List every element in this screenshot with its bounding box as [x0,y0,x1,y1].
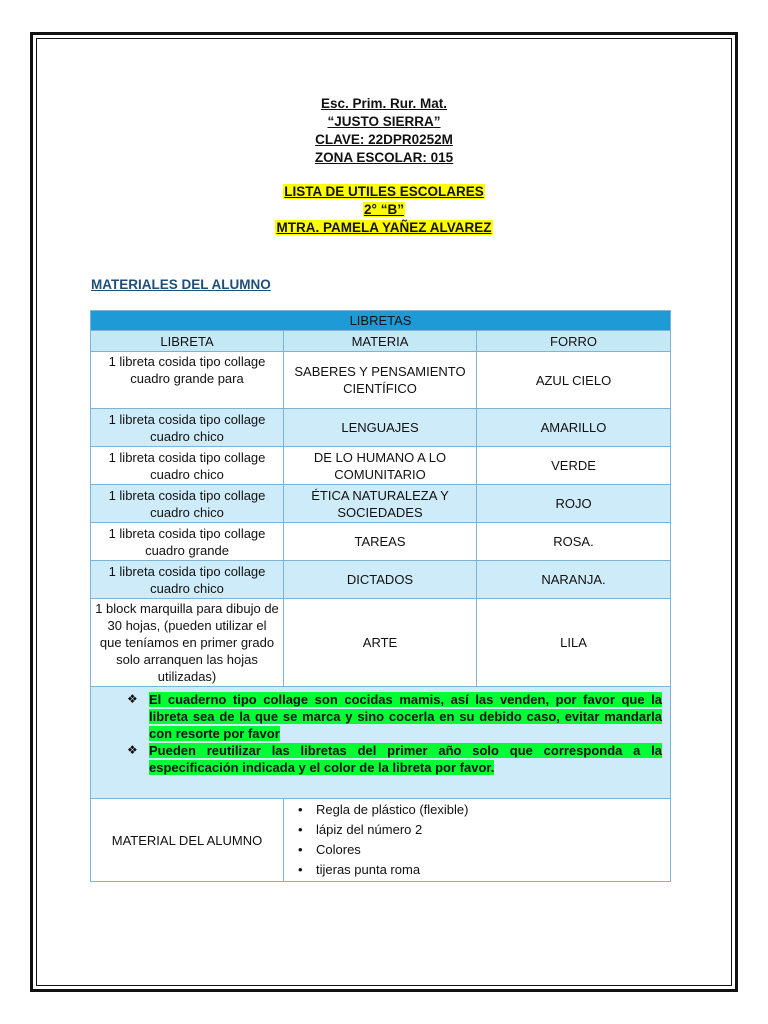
cell-materia: TAREAS [284,523,477,561]
column-header-materia: MATERIA [284,331,477,352]
notes-row [91,687,671,799]
note-text: El cuaderno tipo collage son cocidas mamis, así las venden, por favor que la libreta sea de la que se marca y sino cocerla en su debido caso, evitar mandarla con resorte por favor [149,692,663,741]
cell-libreta: 1 libreta cosida tipo collage cuadro grande [91,523,284,561]
cell-libreta: 1 libreta cosida tipo collage cuadro chico [91,561,284,599]
document-header [0,95,768,237]
column-header-libreta: LIBRETA [91,331,284,352]
list-item: • Regla de plástico (flexible) [316,800,666,820]
cell-materia: ÉTICA NATURALEZA Y SOCIEDADES [284,485,477,523]
cell-forro: ROSA. [477,523,671,561]
material-row [91,799,671,882]
note-text: Pueden reutilizar las libretas del primer año solo que corresponda a la especificación indicada y el color de la libreta por favor. [149,743,663,775]
note-item [99,691,662,742]
cell-libreta: 1 libreta cosida tipo collage cuadro grande para [91,352,284,409]
table-row [91,599,671,687]
cell-forro: ROJO [477,485,671,523]
list-title: LISTA DE UTILES ESCOLARES [284,184,484,199]
teacher-name: MTRA. PAMELA YAÑEZ ALVAREZ [276,220,492,235]
cell-forro: AMARILLO [477,409,671,447]
material-cell [284,799,671,882]
diamond-bullet-icon: ❖ [127,743,138,757]
material-label: MATERIAL DEL ALUMNO [91,799,284,882]
cell-materia: ARTE [284,599,477,687]
list-item: • lápiz del número 2 [316,820,666,840]
cell-forro: LILA [477,599,671,687]
list-item: • Colores [316,840,666,860]
table-row [91,561,671,599]
cell-materia: DICTADOS [284,561,477,599]
table-row [91,352,671,409]
cell-forro: NARANJA. [477,561,671,599]
cell-libreta: 1 libreta cosida tipo collage cuadro chico [91,409,284,447]
cell-libreta: 1 libreta cosida tipo collage cuadro chico [91,447,284,485]
table-row [91,485,671,523]
school-clave: CLAVE: 22DPR0252M [315,132,453,147]
table-row [91,523,671,561]
libretas-table [90,310,671,882]
grade-group: 2° “B” [364,202,404,217]
column-header-forro: FORRO [477,331,671,352]
cell-materia: LENGUAJES [284,409,477,447]
table-row [91,447,671,485]
table-caption: LIBRETAS [91,311,671,331]
cell-libreta: 1 block marquilla para dibujo de 30 hojas, (pueden utilizar el que teníamos en primer grado solo arranquen las hojas utilizadas) [91,599,284,687]
table-row [91,409,671,447]
cell-materia: DE LO HUMANO A LO COMUNITARIO [284,447,477,485]
school-name: “JUSTO SIERRA” [327,114,441,129]
cell-forro: VERDE [477,447,671,485]
school-type: Esc. Prim. Rur. Mat. [320,96,448,111]
note-item [99,742,662,776]
list-item: • tijeras punta roma [316,860,666,880]
section-title: MATERIALES DEL ALUMNO [91,277,271,292]
cell-materia: SABERES Y PENSAMIENTO CIENTÍFICO [284,352,477,409]
notes-cell [91,687,671,799]
cell-forro: AZUL CIELO [477,352,671,409]
diamond-bullet-icon: ❖ [127,692,138,706]
school-zona: ZONA ESCOLAR: 015 [314,150,454,165]
cell-libreta: 1 libreta cosida tipo collage cuadro chico [91,485,284,523]
material-list [288,800,666,880]
